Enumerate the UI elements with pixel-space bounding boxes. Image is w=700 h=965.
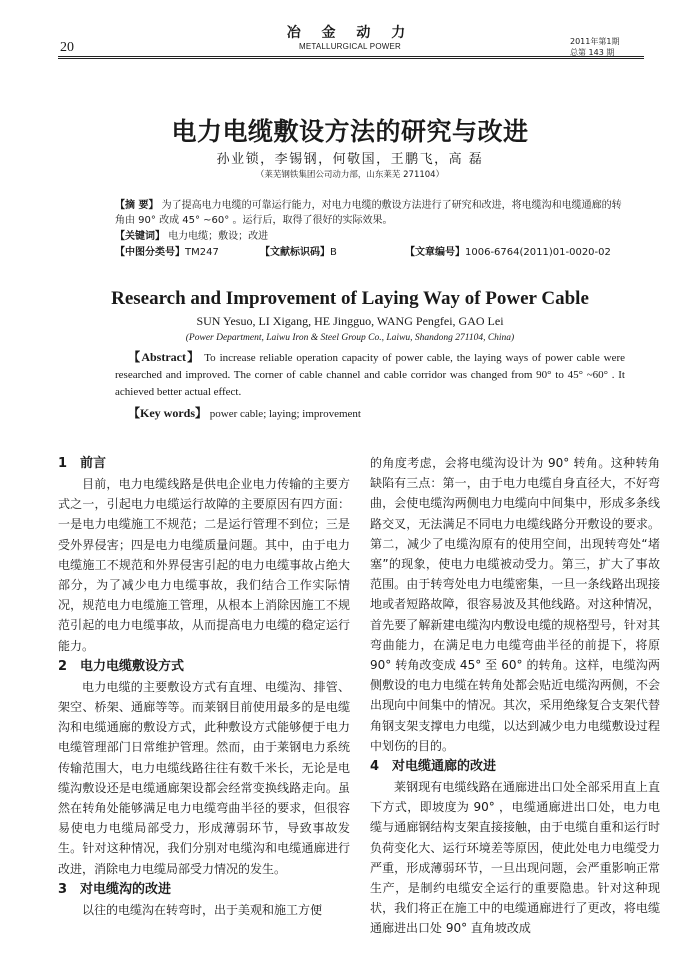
- section-heading-2: [58, 656, 350, 677]
- section-title-4: 对电缆通廊的改进: [392, 759, 497, 775]
- section-number-3: 3: [58, 881, 68, 897]
- section-number-2: 2: [58, 658, 68, 674]
- article-number: [405, 245, 611, 260]
- section-title-1: 前言: [80, 456, 107, 471]
- issue-info: [570, 36, 619, 58]
- section-heading-1: [58, 453, 350, 474]
- article-label: 【文章编号】: [405, 247, 465, 258]
- journal-name-cn: 冶 金 动 力: [286, 25, 414, 41]
- keywords-cn-label: 【关键词】: [115, 231, 165, 242]
- header-rule: [58, 56, 644, 57]
- keywords-en-label: 【Key words】: [128, 406, 207, 420]
- affiliation-cn: （莱芜钢铁集团公司动力部，山东莱芜 271104）: [255, 170, 445, 180]
- doc-label: 【文献标识码】: [260, 247, 330, 258]
- issue-year: 2011年第1期: [570, 37, 620, 46]
- doc-code: [260, 245, 337, 260]
- issue-total: 总第 143 期: [570, 48, 615, 57]
- section-3-paragraph-continued: 的角度考虑，会将电缆沟设计为 90° 转角。这种转角缺陷有三点：第一，由于电力电缆自身直径大，不好弯曲，会使电缆沟两侧电力电缆向中间集中，形成多条线路交叉，无法满足不同电力电缆线路分开敷设的要求。第二，减少了电缆沟原有的使用空间，出现转弯处“堵塞”的现象，使电力电缆被动受力。第三，扩大了事故范围。由于转弯处电力电缆密集，一旦一条线路出现接地或者短路故障，很容易波及其他线路。对这种情况，首先要了解新建电缆沟内敷设电缆的规格型号，针对其弯曲能力，在满足电力电缆弯曲半径的前提下，将原 90° 转角改变成 45° 至 60° 的转角。这样，电缆沟两侧敷设的电力电缆在转角处都会贴近电缆沟两侧，不会出现向中间集中的情况。其次，采用绝缘复合支架代替角钢支架支撑电力电缆，以达到减少电力电缆敷设过程中划伤的目的。: [370, 456, 660, 753]
- clc-value: TM247: [185, 247, 219, 258]
- section-title-2: 电力电缆敷设方式: [80, 658, 185, 674]
- keywords-cn-text: 电力电缆；敷设；改进: [168, 231, 269, 242]
- section-1-paragraph: 目前，电力电缆线路是供电企业电力传输的主要方式之一，引起电力电缆运行故障的主要原因有四方面：一是电力电缆施工不规范；二是运行管理不到位；三是受外界侵害；四是电力电缆质量问题。其中，由于电力电缆施工不规范和外界侵害引起的电力电缆事故占绝大部分，为了减少电力电缆事故，我们结合工作实际情况，规范电力电缆施工管理，从根本上消除因施工不规范引起的电力电缆事故，从而提高电力电缆的稳定运行能力。: [58, 477, 350, 653]
- abstract-en-label: 【Abstract】: [127, 350, 201, 364]
- keywords-cn: [115, 229, 630, 244]
- abstract-en-text: To increase reliable operation capacity of power cable, the laying ways of power cable were researched and improved. The corner of cable channel and cable corridor was changed from 90° to 45° ~60° . It achieved better actual effect.: [115, 352, 626, 398]
- section-4-paragraph: 莱钢现有电缆线路在通廊进出口处全部采用直上直下方式，即坡度为 90° ，电缆通廊进出口处，电力电缆与通廊钢结构支架直接接触，由于电缆自重和运行时负荷变化大、运行环境差等原因，使此处电力电缆受力严重，形成薄弱环节，一旦出现问题，会严重影响正常生产，是制约电缆安全运行的重要隐患。针对这种现状，我们将正在施工中的电缆通廊进行了更改，将电缆通廊进出口处 90° 直角坡改成: [370, 780, 660, 936]
- page-number: 20: [60, 40, 74, 55]
- abstract-en: [115, 349, 625, 401]
- body-column-left: [58, 453, 350, 920]
- section-number-1: 1: [58, 456, 68, 471]
- abstract-cn-label: 【摘 要】: [115, 200, 159, 211]
- section-heading-4: [370, 756, 660, 777]
- article-value: 1006-6764(2011)01-0020-02: [465, 247, 611, 258]
- section-3-paragraph-start: 以往的电缆沟在转弯时，出于美观和施工方便: [82, 902, 323, 917]
- section-number-4: 4: [370, 759, 380, 775]
- abstract-cn-text: 为了提高电力电缆的可靠运行能力，对电力电缆的敷设方法进行了研究和改进，将电缆沟和电缆通廊的转角由 90° 改成 45° ~60° 。运行后，取得了很好的实际效果。: [115, 200, 622, 226]
- paper-title-en: Research and Improvement of Laying Way of Power Cable: [111, 288, 589, 309]
- keywords-en: [128, 405, 628, 423]
- section-2-paragraph: 电力电缆的主要敷设方式有直埋、电缆沟、排管、架空、桥架、通廊等等。而莱钢目前使用最多的是电缆沟和电缆通廊的敷设方式，此种敷设方式能够便于电力电缆管理部门日常维护管理。然而，由于莱钢电力系统传输范围大，电力电缆线路往往有数千米长，无论是电缆沟敷设还是电缆通廊架设都会经常变换线路走向。虽然在转角处能够满足电力电缆弯曲半径的要求，但很容易使电力电缆局部受力，形成薄弱环节，导致事故发生。针对这种情况，我们分别对电缆沟和电缆通廊进行改进，消除电力电缆局部受力情况的发生。: [58, 679, 350, 876]
- authors-cn: 孙业锁，李锡钢，何敬国，王鹏飞，高 磊: [216, 152, 484, 167]
- body-column-right: [370, 453, 660, 939]
- paper-title-cn: 电力电缆敷设方法的研究与改进: [171, 117, 529, 146]
- journal-name-en: METALLURGICAL POWER: [298, 42, 402, 51]
- clc-label: 【中图分类号】: [115, 247, 185, 258]
- affiliation-en: (Power Department, Laiwu Iron & Steel Group Co., Laiwu, Shandong 271104, China): [185, 333, 515, 343]
- section-title-3: 对电缆沟的改进: [80, 881, 172, 897]
- keywords-en-text: power cable; laying; improvement: [209, 408, 361, 420]
- section-heading-3: [58, 879, 350, 900]
- header-rule-double: [58, 58, 644, 59]
- doc-value: B: [330, 247, 337, 258]
- clc-code: [115, 245, 219, 260]
- authors-en: SUN Yesuo, LI Xigang, HE Jingguo, WANG Pengfei, GAO Lei: [196, 314, 504, 328]
- abstract-cn: [115, 198, 630, 228]
